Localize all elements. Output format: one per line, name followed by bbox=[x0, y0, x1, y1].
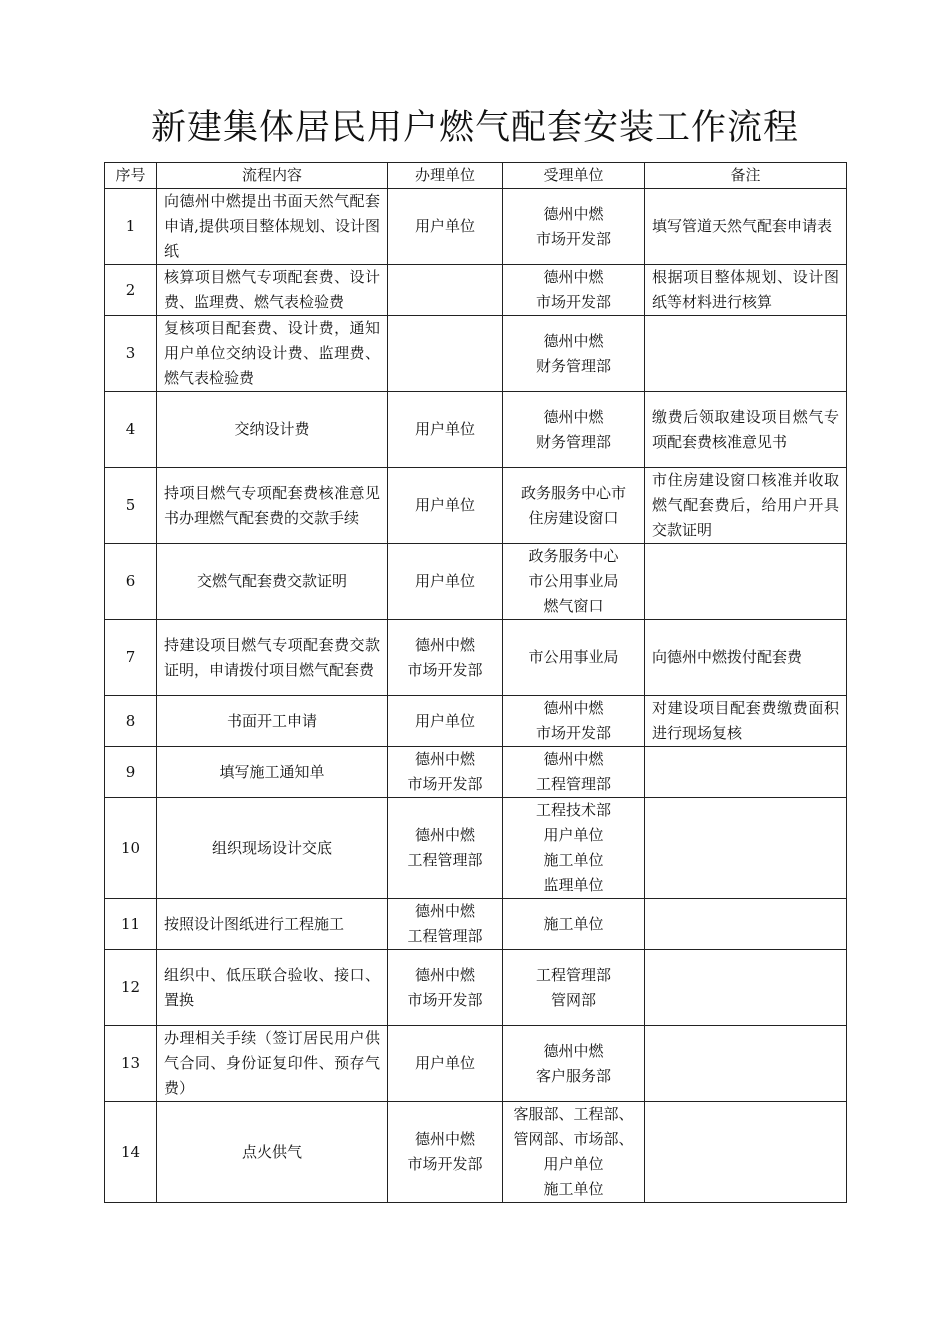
process-content: 填写施工通知单 bbox=[157, 747, 388, 798]
handling-unit bbox=[388, 696, 503, 747]
receiving-unit-line: 财务管理部 bbox=[535, 356, 611, 375]
table-row bbox=[105, 747, 847, 798]
receiving-unit-line: 德州中燃 bbox=[543, 268, 604, 286]
handling-unit bbox=[388, 265, 503, 316]
handling-unit-line: 用户单位 bbox=[414, 217, 475, 235]
receiving-unit-line: 市场开发部 bbox=[535, 229, 611, 248]
receiving-unit-line: 德州中燃 bbox=[543, 331, 604, 350]
handling-unit-line: 用户单位 bbox=[414, 496, 475, 514]
handling-unit-line: 市场开发部 bbox=[407, 775, 483, 793]
handling-unit-line: 工程管理部 bbox=[407, 851, 483, 869]
receiving-unit bbox=[503, 189, 645, 265]
table-row bbox=[105, 316, 847, 392]
process-content: 持建设项目燃气专项配套费交款证明，申请拨付项目燃气配套费 bbox=[157, 620, 388, 696]
table-header-row bbox=[105, 163, 847, 189]
handling-unit-line: 德州中燃 bbox=[414, 826, 475, 844]
receiving-unit-line: 德州中燃 bbox=[543, 407, 604, 426]
row-number: 4 bbox=[105, 392, 157, 468]
receiving-unit-line: 管网部、市场部、 bbox=[513, 1130, 634, 1148]
handling-unit bbox=[388, 316, 503, 392]
remark bbox=[645, 544, 847, 620]
table-row bbox=[105, 696, 847, 747]
receiving-unit-line: 市场开发部 bbox=[535, 724, 611, 742]
table-row bbox=[105, 189, 847, 265]
process-content: 按照设计图纸进行工程施工 bbox=[157, 899, 388, 950]
remark bbox=[645, 899, 847, 950]
table-row bbox=[105, 265, 847, 316]
handling-unit-line: 工程管理部 bbox=[407, 927, 483, 945]
remark: 对建设项目配套费缴费面积进行现场复核 bbox=[645, 696, 847, 747]
handling-unit-line: 用户单位 bbox=[414, 711, 475, 730]
receiving-unit-line: 工程技术部 bbox=[535, 801, 611, 819]
receiving-unit-line: 用户单位 bbox=[543, 1155, 604, 1173]
handling-unit-line: 用户单位 bbox=[414, 420, 475, 438]
remark bbox=[645, 747, 847, 798]
handling-unit-line: 德州中燃 bbox=[414, 750, 475, 768]
receiving-unit bbox=[503, 950, 645, 1026]
remark: 市住房建设窗口核准并收取燃气配套费后，给用户开具交款证明 bbox=[645, 468, 847, 544]
receiving-unit-line: 施工单位 bbox=[543, 851, 604, 869]
receiving-unit-line: 工程管理部 bbox=[535, 775, 611, 793]
process-content: 向德州中燃提出书面天然气配套申请,提供项目整体规划、设计图纸 bbox=[157, 189, 388, 265]
receiving-unit-line: 施工单位 bbox=[543, 1180, 604, 1198]
process-content: 组织中、低压联合验收、接口、置换 bbox=[157, 950, 388, 1026]
handling-unit bbox=[388, 189, 503, 265]
receiving-unit-line: 德州中燃 bbox=[543, 1041, 604, 1060]
receiving-unit-line: 管网部 bbox=[550, 990, 596, 1009]
row-number: 9 bbox=[105, 747, 157, 798]
page-title: 新建集体居民用户燃气配套安装工作流程 bbox=[150, 108, 799, 148]
handling-unit-line: 德州中燃 bbox=[414, 902, 475, 920]
row-number: 10 bbox=[105, 798, 157, 899]
row-number: 8 bbox=[105, 696, 157, 747]
receiving-unit-line: 市场开发部 bbox=[535, 293, 611, 311]
row-number: 3 bbox=[105, 316, 157, 392]
process-content: 交纳设计费 bbox=[157, 392, 388, 468]
header-content: 流程内容 bbox=[157, 163, 388, 189]
handling-unit bbox=[388, 950, 503, 1026]
row-number: 2 bbox=[105, 265, 157, 316]
receiving-unit bbox=[503, 1102, 645, 1203]
receiving-unit bbox=[503, 696, 645, 747]
handling-unit bbox=[388, 1026, 503, 1102]
receiving-unit bbox=[503, 798, 645, 899]
handling-unit-line: 市场开发部 bbox=[407, 660, 483, 679]
row-number: 6 bbox=[105, 544, 157, 620]
table-row bbox=[105, 620, 847, 696]
row-number: 5 bbox=[105, 468, 157, 544]
receiving-unit-line: 市公用事业局 bbox=[528, 572, 619, 590]
receiving-unit bbox=[503, 392, 645, 468]
workflow-table bbox=[104, 162, 847, 1203]
receiving-unit bbox=[503, 468, 645, 544]
receiving-unit-line: 监理单位 bbox=[543, 876, 604, 894]
handling-unit-line: 德州中燃 bbox=[414, 1130, 475, 1148]
receiving-unit-line: 德州中燃 bbox=[543, 204, 604, 223]
process-content: 复核项目配套费、设计费，通知用户单位交纳设计费、监理费、燃气表检验费 bbox=[157, 316, 388, 392]
remark bbox=[645, 798, 847, 899]
handling-unit bbox=[388, 544, 503, 620]
table-row bbox=[105, 392, 847, 468]
remark bbox=[645, 1026, 847, 1102]
handling-unit-line: 德州中燃 bbox=[414, 965, 475, 984]
table-row bbox=[105, 1102, 847, 1203]
handling-unit bbox=[388, 899, 503, 950]
handling-unit-line: 德州中燃 bbox=[414, 635, 475, 654]
receiving-unit-line: 用户单位 bbox=[543, 826, 604, 844]
handling-unit bbox=[388, 747, 503, 798]
process-content: 交燃气配套费交款证明 bbox=[157, 544, 388, 620]
handling-unit bbox=[388, 620, 503, 696]
handling-unit-line: 市场开发部 bbox=[407, 1155, 483, 1173]
receiving-unit-line: 政务服务中心 bbox=[528, 547, 619, 565]
receiving-unit-line: 施工单位 bbox=[543, 914, 604, 933]
handling-unit-line: 市场开发部 bbox=[407, 990, 483, 1009]
process-content: 核算项目燃气专项配套费、设计费、监理费、燃气表检验费 bbox=[157, 265, 388, 316]
process-content: 办理相关手续（签订居民用户供气合同、身份证复印件、预存气费） bbox=[157, 1026, 388, 1102]
receiving-unit-line: 客户服务部 bbox=[535, 1066, 611, 1085]
handling-unit bbox=[388, 1102, 503, 1203]
row-number: 7 bbox=[105, 620, 157, 696]
process-content: 点火供气 bbox=[157, 1102, 388, 1203]
table-row bbox=[105, 468, 847, 544]
receiving-unit-line: 财务管理部 bbox=[535, 432, 611, 451]
handling-unit bbox=[388, 798, 503, 899]
handling-unit-line: 用户单位 bbox=[414, 1054, 475, 1072]
row-number: 12 bbox=[105, 950, 157, 1026]
process-content: 书面开工申请 bbox=[157, 696, 388, 747]
row-number: 14 bbox=[105, 1102, 157, 1203]
remark bbox=[645, 1102, 847, 1203]
receiving-unit-line: 德州中燃 bbox=[543, 750, 604, 768]
table-row bbox=[105, 544, 847, 620]
receiving-unit bbox=[503, 265, 645, 316]
receiving-unit-line: 工程管理部 bbox=[535, 965, 611, 984]
process-content: 持项目燃气专项配套费核准意见书办理燃气配套费的交款手续 bbox=[157, 468, 388, 544]
row-number: 13 bbox=[105, 1026, 157, 1102]
remark: 向德州中燃拨付配套费 bbox=[645, 620, 847, 696]
table-row bbox=[105, 798, 847, 899]
header-receiver: 受理单位 bbox=[503, 163, 645, 189]
header-note: 备注 bbox=[645, 163, 847, 189]
handling-unit bbox=[388, 392, 503, 468]
process-content: 组织现场设计交底 bbox=[157, 798, 388, 899]
table-row bbox=[105, 950, 847, 1026]
receiving-unit bbox=[503, 899, 645, 950]
receiving-unit bbox=[503, 620, 645, 696]
remark: 缴费后领取建设项目燃气专项配套费核准意见书 bbox=[645, 392, 847, 468]
remark bbox=[645, 316, 847, 392]
receiving-unit bbox=[503, 316, 645, 392]
table-row bbox=[105, 899, 847, 950]
receiving-unit bbox=[503, 747, 645, 798]
receiving-unit bbox=[503, 544, 645, 620]
remark bbox=[645, 950, 847, 1026]
row-number: 11 bbox=[105, 899, 157, 950]
remark: 根据项目整体规划、设计图纸等材料进行核算 bbox=[645, 265, 847, 316]
receiving-unit-line: 政务服务中心市 bbox=[520, 483, 626, 502]
row-number: 1 bbox=[105, 189, 157, 265]
receiving-unit bbox=[503, 1026, 645, 1102]
receiving-unit-line: 客服部、工程部、 bbox=[513, 1105, 634, 1123]
receiving-unit-line: 德州中燃 bbox=[543, 699, 604, 717]
header-handler: 办理单位 bbox=[388, 163, 503, 189]
handling-unit-line: 用户单位 bbox=[414, 572, 475, 590]
receiving-unit-line: 市公用事业局 bbox=[528, 648, 619, 666]
remark: 填写管道天然气配套申请表 bbox=[645, 189, 847, 265]
receiving-unit-line: 住房建设窗口 bbox=[528, 508, 619, 527]
header-no: 序号 bbox=[105, 163, 157, 189]
receiving-unit-line: 燃气窗口 bbox=[543, 597, 604, 615]
handling-unit bbox=[388, 468, 503, 544]
table-row bbox=[105, 1026, 847, 1102]
